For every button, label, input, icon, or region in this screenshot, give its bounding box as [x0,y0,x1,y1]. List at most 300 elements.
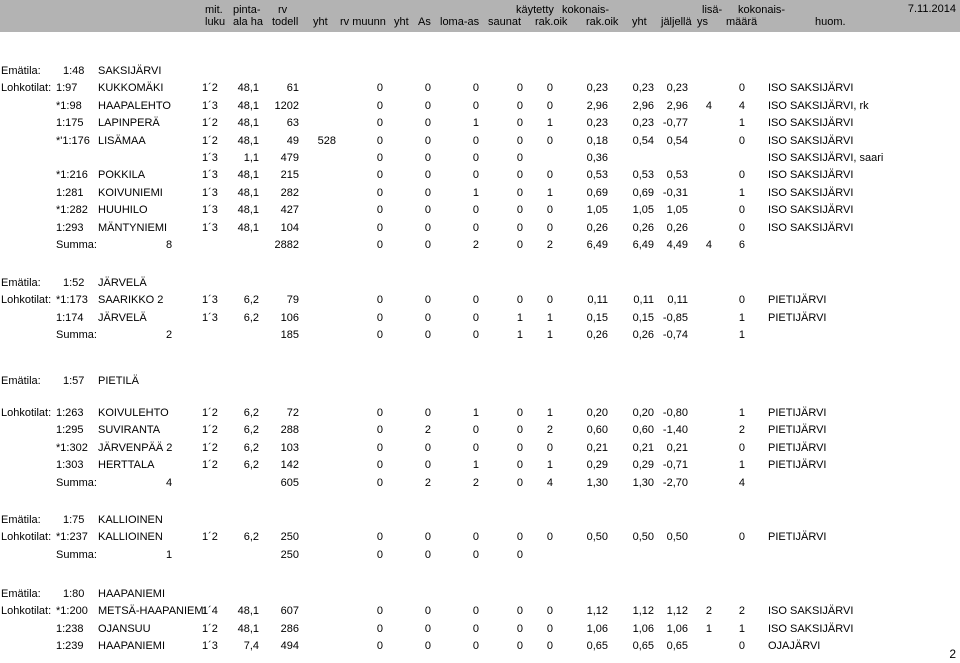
cell-yht2: 0 [424,221,431,234]
cell-todell: 250 [280,531,299,544]
cell-huom: ISO SAKSIJÄRVI [768,82,854,95]
cell-loma: 0 [516,169,523,182]
cell-mit: 1´3 [202,640,218,653]
cell-id: *1:216 [56,169,88,182]
cell-loma: 0 [516,221,523,234]
cell-yht2: 0 [424,531,431,544]
cell-loma: 0 [516,640,523,653]
cell-ala: 7,4 [243,640,259,653]
cell-as: 1 [472,117,479,130]
cell-todell: 215 [280,169,299,182]
cell-huom: PIETIJÄRVI [768,311,827,324]
cell-name: JÄRVELÄ [98,311,147,324]
cell-saunat: 0 [546,605,553,618]
cell-huom: PIETIJÄRVI [768,459,827,472]
cell-rv: 0 [376,311,383,324]
summa-yht2: 0 [424,548,431,561]
cell-yht: 528 [317,134,336,147]
cell-yht3: 0,53 [666,169,688,182]
cell-ala: 48,1 [237,134,259,147]
cell-ala: 48,1 [237,169,259,182]
cell-id: *1:237 [56,531,88,544]
cell-name: HERTTALA [98,459,155,472]
cell-name: MÄNTYNIEMI [98,221,168,234]
cell-todell: 104 [280,221,299,234]
summa-yht3: 4,49 [666,239,688,251]
cell-as: 0 [472,204,479,217]
cell-loma: 0 [516,152,523,164]
cell-yht3: -0,77 [662,117,688,130]
cell-mit: 1´3 [202,169,218,182]
cell-kok: 0,65 [632,640,654,653]
cell-yht2: 0 [424,459,431,472]
lohkotilat-label: Lohkotilat: [1,531,52,544]
cell-ys: 1 [738,459,745,472]
summa-yht2: 0 [424,239,431,251]
cell-saunat: 0 [546,204,553,217]
cell-mit: 1´2 [202,117,218,130]
cell-as: 0 [472,82,479,95]
summa-rv: 0 [376,476,383,489]
cell-name: METSÄ-HAAPANIEMI [98,605,207,618]
cell-name: HAAPALEHTO [98,99,171,112]
cell-name: HUUHILO [98,204,148,217]
cell-mit: 1´2 [202,459,218,472]
cell-kok: 0,26 [632,221,654,234]
cell-rv: 0 [376,221,383,234]
cell-kok: 2,96 [632,99,654,112]
cell-mit: 1´2 [202,531,218,544]
emtila-id: 1:52 [63,277,85,289]
cell-ala: 6,2 [243,407,259,419]
cell-yht3: 0,23 [666,82,688,95]
summa-label: Summa: [56,476,97,489]
cell-kayt: 1,05 [586,204,608,217]
cell-ys: 0 [738,204,745,217]
cell-rv: 0 [376,152,383,164]
cell-mit: 1´3 [202,311,218,324]
cell-kayt: 0,23 [586,82,608,95]
cell-name: LISÄMAA [98,134,146,147]
cell-yht2: 0 [424,622,431,635]
cell-id: 1:263 [56,407,84,419]
cell-saunat: 0 [546,294,553,307]
cell-yht3: -0,80 [662,407,688,419]
cell-todell: 72 [286,407,299,419]
cell-huom: PIETIJÄRVI [768,424,827,437]
cell-saunat: 0 [546,99,553,112]
cell-ala: 48,1 [237,117,259,130]
cell-yht3: -0,85 [662,311,688,324]
cell-kayt: 0,69 [586,186,608,199]
cell-ys: 1 [738,622,745,635]
cell-kok: 0,11 [633,294,654,307]
cell-todell: 286 [280,622,299,635]
cell-ala: 1,1 [243,152,259,164]
cell-kayt: 0,65 [586,640,608,653]
cell-todell: 607 [280,605,299,618]
page-number: 2 [949,647,956,661]
lohkotilat-label: Lohkotilat: [1,82,52,95]
header-label: ys [697,16,708,28]
cell-loma: 0 [516,622,523,635]
cell-mit: 1´3 [202,294,218,307]
cell-rv: 0 [376,99,383,112]
cell-yht2: 0 [424,640,431,653]
summa-yht3: -2,70 [662,476,688,489]
cell-todell: 288 [280,424,299,437]
cell-loma: 0 [516,204,523,217]
cell-mit: 1´2 [202,441,218,454]
cell-id: 1:174 [56,311,84,324]
cell-id: 1:175 [56,117,84,130]
summa-kayt: 0,26 [586,329,608,342]
cell-yht3: -0,31 [662,186,688,199]
cell-rv: 0 [376,294,383,307]
summa-kayt: 6,49 [586,239,608,251]
summa-loma: 0 [516,548,523,561]
cell-mit: 1´3 [202,152,218,164]
cell-yht3: -1,40 [662,424,688,437]
cell-ys: 0 [738,294,745,307]
header-label: mit. [205,4,223,16]
cell-rv: 0 [376,441,383,454]
cell-as: 0 [472,622,479,635]
cell-as: 0 [472,531,479,544]
cell-todell: 427 [280,204,299,217]
cell-name: KUKKOMÄKI [98,82,164,95]
cell-yht3: 0,54 [666,134,688,147]
cell-todell: 61 [286,82,299,95]
cell-saunat: 1 [546,117,553,130]
cell-saunat: 0 [546,82,553,95]
cell-kok: 1,06 [632,622,654,635]
emtila-name: JÄRVELÄ [98,277,147,289]
cell-kok: 0,53 [632,169,654,182]
cell-kayt: 0,23 [586,117,608,130]
cell-kok: 1,12 [632,605,654,618]
cell-todell: 79 [286,294,299,307]
cell-saunat: 0 [546,640,553,653]
cell-saunat: 1 [546,407,553,419]
cell-loma: 0 [516,134,523,147]
cell-name: POKKILA [98,169,146,182]
summa-kok: 1,30 [632,476,654,489]
header-label: kokonais- [562,4,610,16]
cell-jalj: 4 [705,99,712,112]
cell-loma: 0 [516,186,523,199]
cell-yht3: 2,96 [666,99,688,112]
summa-label: Summa: [56,239,97,251]
cell-kayt: 0,15 [586,311,608,324]
summa-count: 4 [166,476,173,489]
cell-loma: 0 [516,441,523,454]
cell-yht3: 0,65 [666,640,688,653]
cell-ala: 6,2 [243,424,259,437]
summa-jalj: 4 [705,239,712,251]
cell-id: *1:302 [56,441,88,454]
emtila-name: HAAPANIEMI [98,588,166,600]
emtila-name: SAKSIJÄRVI [98,65,162,77]
cell-huom: PIETIJÄRVI [768,531,827,544]
cell-kok: 1,05 [632,204,654,217]
header-label: luku [205,16,226,28]
cell-kok: 0,21 [632,441,654,454]
cell-ys: 1 [738,186,745,199]
cell-huom: ISO SAKSIJÄRVI [768,134,854,147]
cell-kayt: 0,20 [586,407,608,419]
emtila-label: Emätila: [1,277,41,289]
date-text: 7.11.2014 [907,3,956,15]
cell-name: OJANSUU [98,622,151,635]
summa-as: 2 [472,476,479,489]
header-label: yht [632,16,647,28]
cell-ys: 0 [738,221,745,234]
cell-as: 0 [472,221,479,234]
cell-rv: 0 [376,407,383,419]
cell-id: 1:238 [56,622,84,635]
header-label: pinta- [233,4,261,16]
cell-name: JÄRVENPÄÄ 2 [98,441,173,454]
cell-kok: 0,54 [632,134,654,147]
lohkotilat-label: Lohkotilat: [1,605,52,618]
header-label: As [418,16,431,28]
cell-rv: 0 [376,82,383,95]
cell-huom: ISO SAKSIJÄRVI [768,605,854,618]
summa-ys: 6 [738,239,745,251]
cell-ala: 48,1 [237,605,259,618]
cell-ys: 1 [738,311,745,324]
cell-id: 1:293 [56,221,84,234]
cell-yht3: 1,06 [666,622,688,635]
cell-rv: 0 [376,459,383,472]
cell-as: 1 [472,407,479,419]
summa-count: 8 [166,239,173,251]
summa-as: 0 [472,329,479,342]
summa-yht3: -0,74 [662,329,688,342]
cell-saunat: 1 [546,311,553,324]
cell-as: 0 [472,640,479,653]
cell-ala: 48,1 [237,221,259,234]
cell-huom: ISO SAKSIJÄRVI, rk [768,99,869,112]
cell-id: 1:303 [56,459,84,472]
header-label: ala ha [233,16,263,28]
cell-huom: ISO SAKSIJÄRVI [768,204,854,217]
cell-yht2: 2 [424,424,431,437]
cell-loma: 0 [516,294,523,307]
cell-ala: 48,1 [237,82,259,95]
cell-saunat: 0 [546,221,553,234]
cell-name: LAPINPERÄ [98,117,160,130]
cell-kayt: 1,12 [586,605,608,618]
cell-as: 1 [472,459,479,472]
cell-yht2: 0 [424,82,431,95]
cell-id: *1:173 [56,294,88,307]
header-label: huom. [815,16,846,28]
cell-saunat: 0 [546,531,553,544]
cell-as: 0 [472,152,479,164]
cell-ala: 48,1 [237,99,259,112]
cell-kok: 0,20 [632,407,654,419]
summa-yht2: 2 [424,476,431,489]
emtila-id: 1:80 [63,588,85,600]
summa-as: 0 [472,548,479,561]
cell-mit: 1´2 [202,134,218,147]
cell-ala: 6,2 [243,311,259,324]
cell-as: 0 [472,134,479,147]
cell-as: 0 [472,424,479,437]
cell-id: 1:295 [56,424,84,437]
cell-rv: 0 [376,134,383,147]
summa-rv: 0 [376,329,383,342]
cell-todell: 479 [280,152,299,164]
summa-count: 1 [166,548,173,561]
cell-rv: 0 [376,605,383,618]
cell-huom: ISO SAKSIJÄRVI [768,186,854,199]
cell-loma: 0 [516,99,523,112]
cell-saunat: 0 [546,441,553,454]
cell-saunat: 1 [546,186,553,199]
cell-saunat: 1 [546,459,553,472]
summa-saunat: 4 [546,476,553,489]
summa-todell: 250 [280,548,299,561]
cell-as: 0 [472,441,479,454]
cell-name: SUVIRANTA [98,424,161,437]
cell-as: 1 [472,186,479,199]
lohkotilat-label: Lohkotilat: [1,407,52,419]
cell-huom: ISO SAKSIJÄRVI [768,221,854,234]
cell-as: 0 [472,169,479,182]
header-label: rak.oik [535,16,568,28]
cell-huom: OJAJÄRVI [768,640,821,653]
header-label: yht [313,16,328,28]
cell-jalj: 2 [705,605,712,618]
cell-loma: 0 [516,424,523,437]
cell-ys: 0 [738,134,745,147]
header-label: rv muunn [340,16,386,28]
cell-kayt: 2,96 [586,99,608,112]
header-label: käytetty [516,4,554,16]
summa-ys: 1 [738,329,745,342]
cell-ys: 1 [738,117,745,130]
cell-rv: 0 [376,622,383,635]
cell-huom: ISO SAKSIJÄRVI, saari [768,152,884,164]
cell-yht2: 0 [424,605,431,618]
cell-rv: 0 [376,204,383,217]
summa-label: Summa: [56,548,97,561]
cell-huom: ISO SAKSIJÄRVI [768,117,854,130]
cell-loma: 0 [516,459,523,472]
cell-id: *1:200 [56,605,88,618]
cell-loma: 0 [516,407,523,419]
cell-todell: 1202 [274,99,299,112]
summa-loma: 1 [516,329,523,342]
summa-count: 2 [166,329,173,342]
cell-as: 0 [472,294,479,307]
cell-yht3: 1,05 [666,204,688,217]
cell-mit: 1´4 [202,605,218,618]
cell-yht2: 0 [424,407,431,419]
cell-kayt: 0,21 [586,441,608,454]
summa-as: 2 [472,239,479,251]
cell-ys: 0 [738,640,745,653]
cell-mit: 1´3 [202,99,218,112]
cell-kayt: 0,18 [586,134,608,147]
summa-loma: 0 [516,476,523,489]
header-label: kokonais- [738,4,786,16]
cell-kok: 0,60 [632,424,654,437]
header-label: jäljellä [661,16,692,28]
cell-todell: 63 [286,117,299,130]
summa-label: Summa: [56,329,97,342]
cell-rv: 0 [376,640,383,653]
cell-huom: PIETIJÄRVI [768,441,827,454]
cell-yht3: -0,71 [662,459,688,472]
emtila-label: Emätila: [1,65,41,77]
cell-yht3: 0,21 [666,441,688,454]
cell-rv: 0 [376,424,383,437]
header-label: määrä [726,16,758,28]
cell-loma: 0 [516,82,523,95]
header-label: lisä- [702,4,723,16]
cell-id: 1:281 [56,186,84,199]
cell-id: 1:239 [56,640,84,653]
cell-name: KALLIOINEN [98,531,163,544]
cell-todell: 494 [280,640,299,653]
header-label: saunat [488,16,522,28]
cell-kok: 0,29 [632,459,654,472]
cell-yht3: 0,50 [666,531,688,544]
cell-mit: 1´2 [202,407,218,419]
cell-yht3: 1,12 [666,605,688,618]
cell-ys: 2 [738,605,745,618]
cell-yht3: 0,26 [666,221,688,234]
cell-yht3: 0,11 [667,294,688,307]
header-label: yht [394,16,409,28]
cell-ala: 6,2 [243,294,259,307]
cell-yht2: 0 [424,441,431,454]
cell-mit: 1´2 [202,424,218,437]
cell-kayt: 0,50 [586,531,608,544]
cell-ala: 6,2 [243,531,259,544]
cell-ys: 2 [738,424,745,437]
cell-todell: 103 [280,441,299,454]
emtila-id: 1:48 [63,65,85,77]
cell-rv: 0 [376,531,383,544]
cell-kok: 0,15 [632,311,654,324]
header-label: todell [272,16,299,28]
emtila-label: Emätila: [1,375,41,387]
cell-name: KOIVULEHTO [98,407,169,419]
cell-yht2: 0 [424,294,431,307]
cell-as: 0 [472,605,479,618]
cell-yht2: 0 [424,134,431,147]
summa-rv: 0 [376,239,383,251]
cell-loma: 0 [516,117,523,130]
summa-rv: 0 [376,548,383,561]
cell-ys: 0 [738,531,745,544]
cell-kayt: 0,60 [586,424,608,437]
cell-loma: 0 [516,531,523,544]
cell-todell: 142 [280,459,299,472]
cell-ala: 48,1 [237,186,259,199]
cell-jalj: 1 [705,622,712,635]
cell-rv: 0 [376,169,383,182]
cell-ala: 48,1 [237,204,259,217]
cell-as: 0 [472,99,479,112]
cell-mit: 1´3 [202,186,218,199]
summa-todell: 2882 [274,239,299,251]
